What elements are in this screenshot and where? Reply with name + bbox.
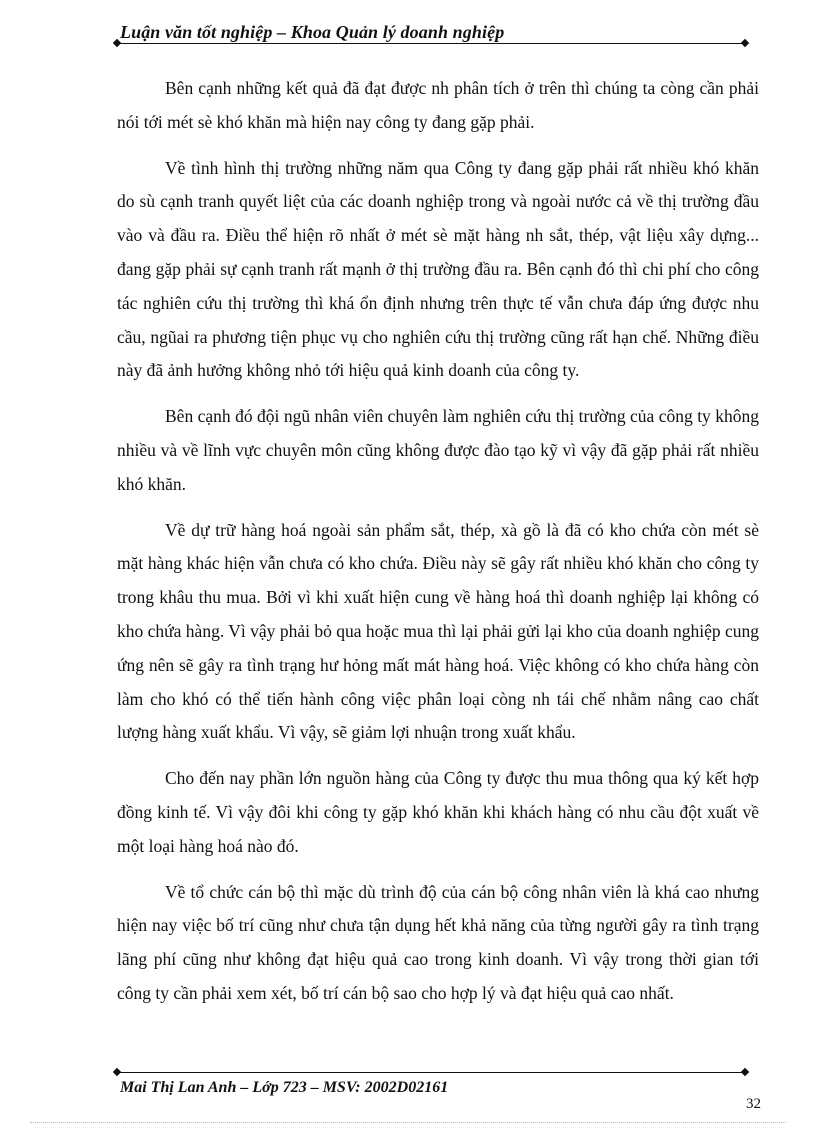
footer-rule-left-diamond <box>113 1068 121 1076</box>
header-rule <box>117 43 745 44</box>
footer-rule <box>117 1072 745 1073</box>
paragraph: Cho đến nay phần lớn nguồn hàng của Công ty được thu mua thông qua ký kết hợp đồng kinh tế. Vì vậy đôi khi công ty gặp khó khăn khi khách hàng có nhu cầu đột xuất về một loại hàng hoá nào đó. <box>117 768 759 856</box>
paragraph: Về tổ chức cán bộ thì mặc dù trình độ của cán bộ công nhân viên là khá cao nhưng hiện nay việc bố trí cũng như chưa tận dụng hết khả năng của từng người gây ra tình trạng lãng phí cũng như không đạt hiệu quả cao trong kinh doanh. Vì vậy trong thời gian tới công ty cần phải xem xét, bố trí cán bộ sao cho hợp lý và đạt hiệu quả cao nhất. <box>117 881 759 1003</box>
header-rule-right-diamond <box>741 39 749 47</box>
paragraph: Bên cạnh những kết quả đã đạt được nh phân tích ở trên thì chúng ta còng cần phải nói tới mét sè khó khăn mà hiện nay công ty đang gặp phải. <box>117 78 759 132</box>
paragraph: Về tình hình thị trường những năm qua Công ty đang gặp phải rất nhiều khó khăn do sù cạnh tranh quyết liệt của các doanh nghiệp trong và ngoài nước cả về thị trường đầu vào và đầu ra. Điều thể hiện rõ nhất ở mét sè mặt hàng nh sắt, thép, vật liệu xây dựng... đang gặp phải sự cạnh tranh rất mạnh ở thị trường đầu ra. Bên cạnh đó thì chi phí cho công tác nghiên cứu thị trường thì khá ổn định nhưng trên thực tế vẫn chưa đáp ứng được nhu cầu, ngũai ra phương tiện phục vụ cho nghiên cứu thị trường cũng rất hạn chế. Những điều này đã ảnh hưởng không nhỏ tới hiệu quả kinh doanh của công ty. <box>117 157 759 381</box>
footer-rule-right-diamond <box>741 1068 749 1076</box>
document-body <box>117 72 759 1023</box>
paragraph: Bên cạnh đó đội ngũ nhân viên chuyên làm nghiên cứu thị trường của công ty không nhiều và về lĩnh vực chuyên môn cũng không được đào tạo kỹ vì vậy đã gặp phải rất nhiều khó khăn. <box>117 406 759 494</box>
footer-author-line: Mai Thị Lan Anh – Lớp 723 – MSV: 2002D02161 <box>120 1079 449 1096</box>
header-title: Luận văn tốt nghiệp – Khoa Quản lý doanh nghiệp <box>120 22 505 42</box>
page-number: 32 <box>746 1096 761 1112</box>
paragraph: Về dự trữ hàng hoá ngoài sản phẩm sắt, thép, xà gồ là đã có kho chứa còn mét sè mặt hàng khác hiện vẫn chưa có kho chứa. Điều này sẽ gây rất nhiều khó khăn cho công ty trong khâu thu mua. Bởi vì khi xuất hiện cung về hàng hoá thì doanh nghiệp lại không có kho chứa hàng. Vì vậy phải bỏ qua hoặc mua thì lại phải gửi lại kho của doanh nghiệp cung ứng nên sẽ gây ra tình trạng hư hỏng mất mát hàng hoá. Việc không có kho chứa hàng còn làm cho khó có thể tiến hành công việc phân loại còng nh tái chế nhằm nâng cao chất lượng hàng xuất khẩu. Vì vậy, sẽ giảm lợi nhuận trong xuất khẩu. <box>117 519 759 743</box>
